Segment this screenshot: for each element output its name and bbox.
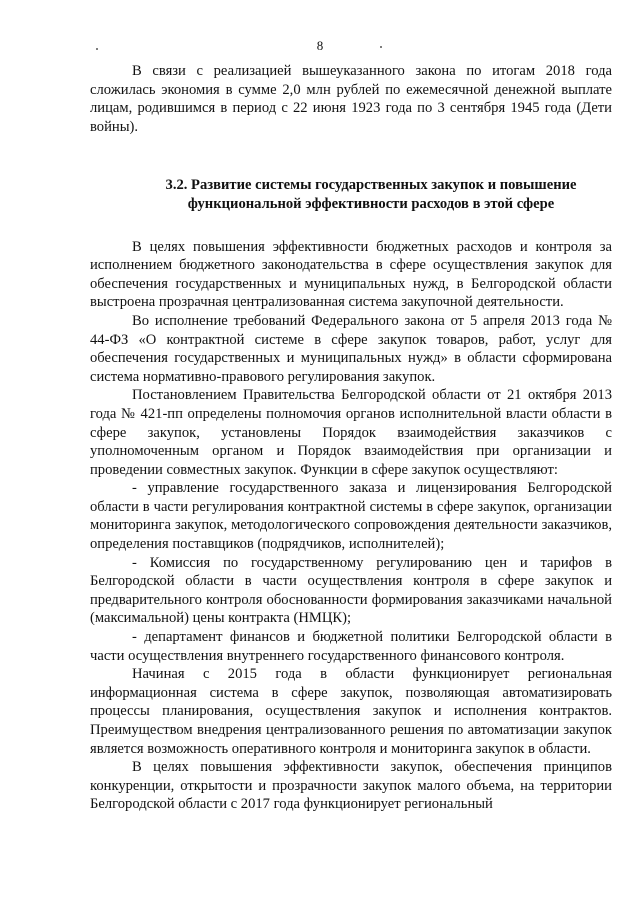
list-item: - управление государственного заказа и лицензирования Белгородской области в части регулирования контрактной системы в сфере закупок, организации мониторинга закупок, методологического сопровождения деятельности заказчиков, определения поставщиков (подрядчиков, исполнителей); [90,480,612,553]
paragraph: Начиная с 2015 года в области функционирует региональная информационная система в сфере закупок, позволяющая автоматизировать процессы планирования, осуществления закупок и исполнения контрактов. Преимуществом внедрения централизованного решения по автоматизации закупок является возможность оперативного контроля и мониторинга закупок в области. [90,666,612,757]
list-item: - Комиссия по государственному регулированию цен и тарифов в Белгородской области в части осуществления контроля в сфере закупок и предварительного контроля обоснованности формирования заказчиками начальной (максимальной) цены контракта (НМЦК); [90,554,612,627]
document-body [90,62,612,814]
paragraph: Во исполнение требований Федерального закона от 5 апреля 2013 года № 44-ФЗ «О контрактной системе в сфере закупок товаров, работ, услуг для обеспечения государственных и муниципальных нужд» в области сформирована система нормативно-правового регулирования закупок. [90,312,612,385]
paragraph: В связи с реализацией вышеуказанного закона по итогам 2018 года сложилась экономия в сумме 2,0 млн рублей по ежемесячной денежной выплате лицам, родившимся в период с 22 июня 1923 года по 3 сентября 1945 года (Дети войны). [90,63,612,135]
paragraph: В целях повышения эффективности бюджетных расходов и контроля за исполнением бюджетного законодательства в сфере осуществления закупок для обеспечения государственных и муниципальных нужд, в Белгородской области выстроена прозрачная централизованная система закупочной деятельности. [90,238,612,311]
page-number: 8 [316,38,324,53]
paragraph: Постановлением Правительства Белгородской области от 21 октября 2013 года № 421-пп определены полномочия органов исполнительной власти области в сфере закупок, установлены Порядок взаимодействия заказчиков с уполномоченным органом и Порядок взаимодействия при организации и проведении совместных закупок. Функции в сфере закупок осуществляют: [90,387,612,478]
list-item: - департамент финансов и бюджетной политики Белгородской области в части осуществления внутреннего государственного финансового контроля. [90,629,612,664]
paragraph: В целях повышения эффективности закупок, обеспечения принципов конкуренции, открытости и прозрачности закупок малого объема, на территории Белгородской области с 2017 года функционирует региональный [90,759,612,813]
section-title: 3.2. Развитие системы государственных закупок и повышение функциональной эффективности расходов в этой сфере [165,177,577,212]
